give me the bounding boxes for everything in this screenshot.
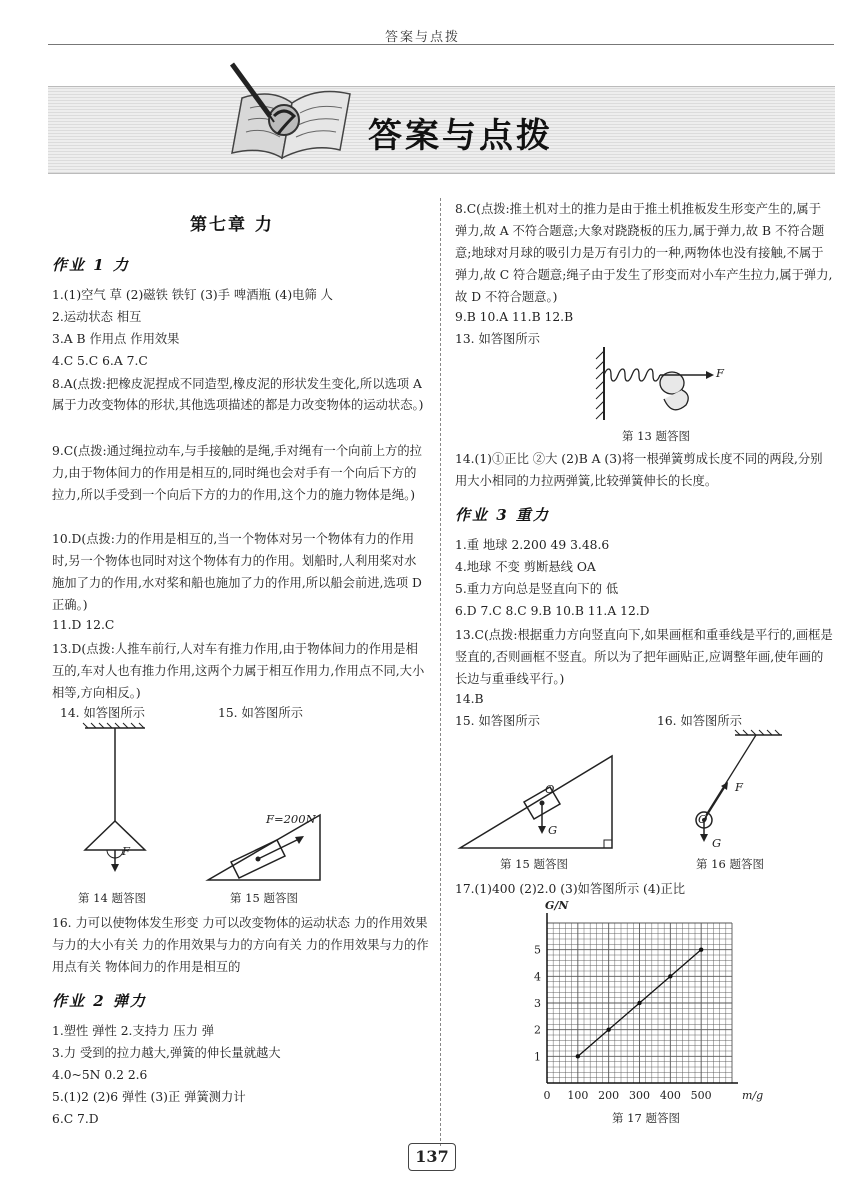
banner-title: 答案与点拨: [368, 116, 553, 156]
x-tick-label: 0: [543, 1089, 551, 1102]
answer-q16: 16. 力可以使物体发生形变 力可以改变物体的运动状态 力的作用效果与力的大小有关 力的作用效果与力的方向有关 力的作用效果与力的作用点有关 物体间力的作用是相互的: [52, 916, 429, 974]
fig15-force-label: F=200N: [266, 812, 316, 826]
fig16-force-down-label: G: [712, 836, 722, 850]
hw2-title: 作业 2 弹力: [52, 992, 147, 1010]
y-tick-label: 5: [534, 943, 541, 957]
book-pen-icon: [222, 58, 362, 168]
figure-13-spring-wall: [590, 345, 730, 425]
answer-q8-right: 8.C(点拨:推土机对土的推力是由于推土机推板发生形变产生的,属于弹力,故 A 不符合题意;大象对跷跷板的压力,属于弹力,故 B 不符合题意;地球对月球的吸引力是万有引力的一种,两物体也没有接触,不属于弹力,故 C 符合题意;绳子由于发生了形变而对小车产生拉力,属于弹力,故 D 不符合题意。): [455, 202, 833, 304]
fig13-caption: 第 13 题答图: [622, 429, 690, 443]
x-axis-label: m/g: [742, 1089, 764, 1102]
q16-label-right: 16. 如答图所示: [657, 714, 742, 728]
answer-line: 4.0~5N 0.2 2.6: [52, 1068, 148, 1082]
fig14-force-label: F: [122, 844, 130, 858]
header-rule: [48, 44, 834, 45]
x-tick-label: 200: [598, 1089, 620, 1102]
y-axis-label: G/N: [545, 899, 569, 912]
fig15r-point-label: O: [545, 782, 555, 796]
answer-q8: 8.A(点拨:把橡皮泥捏成不同造型,橡皮泥的形状发生变化,所以选项 A 属于力改变物体的形状,其他选项描述的都是力改变物体的运动状态。): [52, 377, 424, 412]
y-tick-label: 1: [534, 1050, 541, 1064]
answer-q13-right: 13.C(点拨:根据重力方向竖直向下,如果画框和重垂线是平行的,画框是竖直的,否则画框不竖直。所以为了把年画贴正,应调整年画,使年画的长边与重垂线平行。): [455, 628, 833, 686]
fig15r-caption: 第 15 题答图: [500, 857, 568, 871]
x-tick-label: 400: [659, 1089, 681, 1102]
x-tick-label: 300: [629, 1089, 650, 1102]
q13-label: 13. 如答图所示: [455, 332, 540, 346]
running-header: 答案与点拨: [384, 30, 460, 45]
q15-label-right: 15. 如答图所示: [455, 714, 540, 728]
answer-line: 1.(1)空气 草 (2)磁铁 铁钉 (3)手 啤酒瓶 (4)电筛 人: [52, 288, 333, 302]
answer-line: 5.(1)2 (2)6 弹性 (3)正 弹簧测力计: [52, 1090, 246, 1104]
answer-line: 1.塑性 弹性 2.支持力 压力 弹: [52, 1024, 215, 1038]
chapter-title: 第七章 力: [190, 215, 274, 235]
column-divider: [440, 198, 441, 1146]
answer-q14-right: 14.(1)①正比 ②大 (2)B A (3)将一根弹簧剪成长度不同的两段,分别用大小相同的力拉两弹簧,比较弹簧伸长的长度。: [455, 452, 823, 488]
answer-q17-right: 17.(1)400 (2)2.0 (3)如答图所示 (4)正比: [455, 882, 686, 896]
y-tick-label: 4: [534, 970, 541, 984]
hw1-title: 作业 1 力: [52, 256, 130, 274]
answer-line: 11.D 12.C: [52, 618, 115, 632]
data-point: [668, 974, 672, 978]
hw3-title: 作业 3 重力: [455, 506, 550, 524]
answer-line: 5.重力方向总是竖直向下的 低: [455, 582, 619, 596]
fig13-force-label: F: [716, 366, 724, 380]
fig15r-force-label: G: [548, 823, 558, 837]
answer-line: 1.重 地球 2.200 49 3.48.6: [455, 538, 610, 552]
fig16-force-up-label: F: [735, 780, 743, 794]
answer-line: 4.地球 不变 剪断悬线 OA: [455, 560, 596, 574]
answer-line: 9.B 10.A 11.B 12.B: [455, 310, 574, 324]
answer-q9: 9.C(点拨:通过绳拉动车,与手接触的是绳,手对绳有一个向前上方的拉力,由于物体间力的作用是相互的,同时绳也会对手有一个向后下方的拉力,所以手受到一个向后下方的力的作用,这个力的施力物体是绳。): [52, 444, 422, 502]
figure-14-hanging-triangle: [80, 725, 180, 875]
q14-label: 14. 如答图所示: [60, 706, 145, 720]
y-tick-label: 2: [534, 1023, 541, 1037]
figure-15-gravity-incline: [458, 752, 618, 852]
fig15-caption: 第 15 题答图: [230, 891, 298, 905]
answer-line: 14.B: [455, 692, 484, 706]
data-point: [699, 947, 703, 951]
answer-line: 4.C 5.C 6.A 7.C: [52, 354, 148, 368]
answer-line: 6.D 7.C 8.C 9.B 10.B 11.A 12.D: [455, 604, 650, 618]
q15-label: 15. 如答图所示: [218, 706, 303, 720]
data-point: [606, 1027, 610, 1031]
x-tick-label: 500: [690, 1089, 712, 1102]
data-point: [576, 1054, 580, 1058]
fig16-point-label: O: [698, 812, 708, 826]
data-point: [637, 1001, 641, 1005]
answer-line: 6.C 7.D: [52, 1112, 99, 1126]
answer-line: 3.A B 作用点 作用效果: [52, 332, 180, 346]
figure-17-chart: [525, 898, 764, 1103]
page-number: 137: [408, 1143, 456, 1171]
y-tick-label: 3: [534, 997, 541, 1010]
answer-line: 2.运动状态 相互: [52, 310, 142, 324]
figure-15-block-on-incline: [205, 790, 335, 885]
answer-q10: 10.D(点拨:力的作用是相互的,当一个物体对另一个物体有力的作用时,另一个物体也同时对这个物体有力的作用。划船时,人利用桨对水施加了力的作用,水对桨和船也施加了力的作用,所以船会前进,选项 D 正确。): [52, 532, 422, 612]
fig17-caption: 第 17 题答图: [612, 1111, 680, 1125]
answer-line: 3.力 受到的拉力越大,弹簧的伸长量就越大: [52, 1046, 281, 1060]
x-tick-label: 100: [567, 1089, 589, 1102]
fig14-caption: 第 14 题答图: [78, 891, 146, 905]
fig16-caption: 第 16 题答图: [696, 857, 764, 871]
answer-q13: 13.D(点拨:人推车前行,人对车有推力作用,由于物体间力的作用是相互的,车对人也有推力作用,这两个力属于相互作用力,作用点不同,大小相等,方向相反。): [52, 642, 425, 700]
